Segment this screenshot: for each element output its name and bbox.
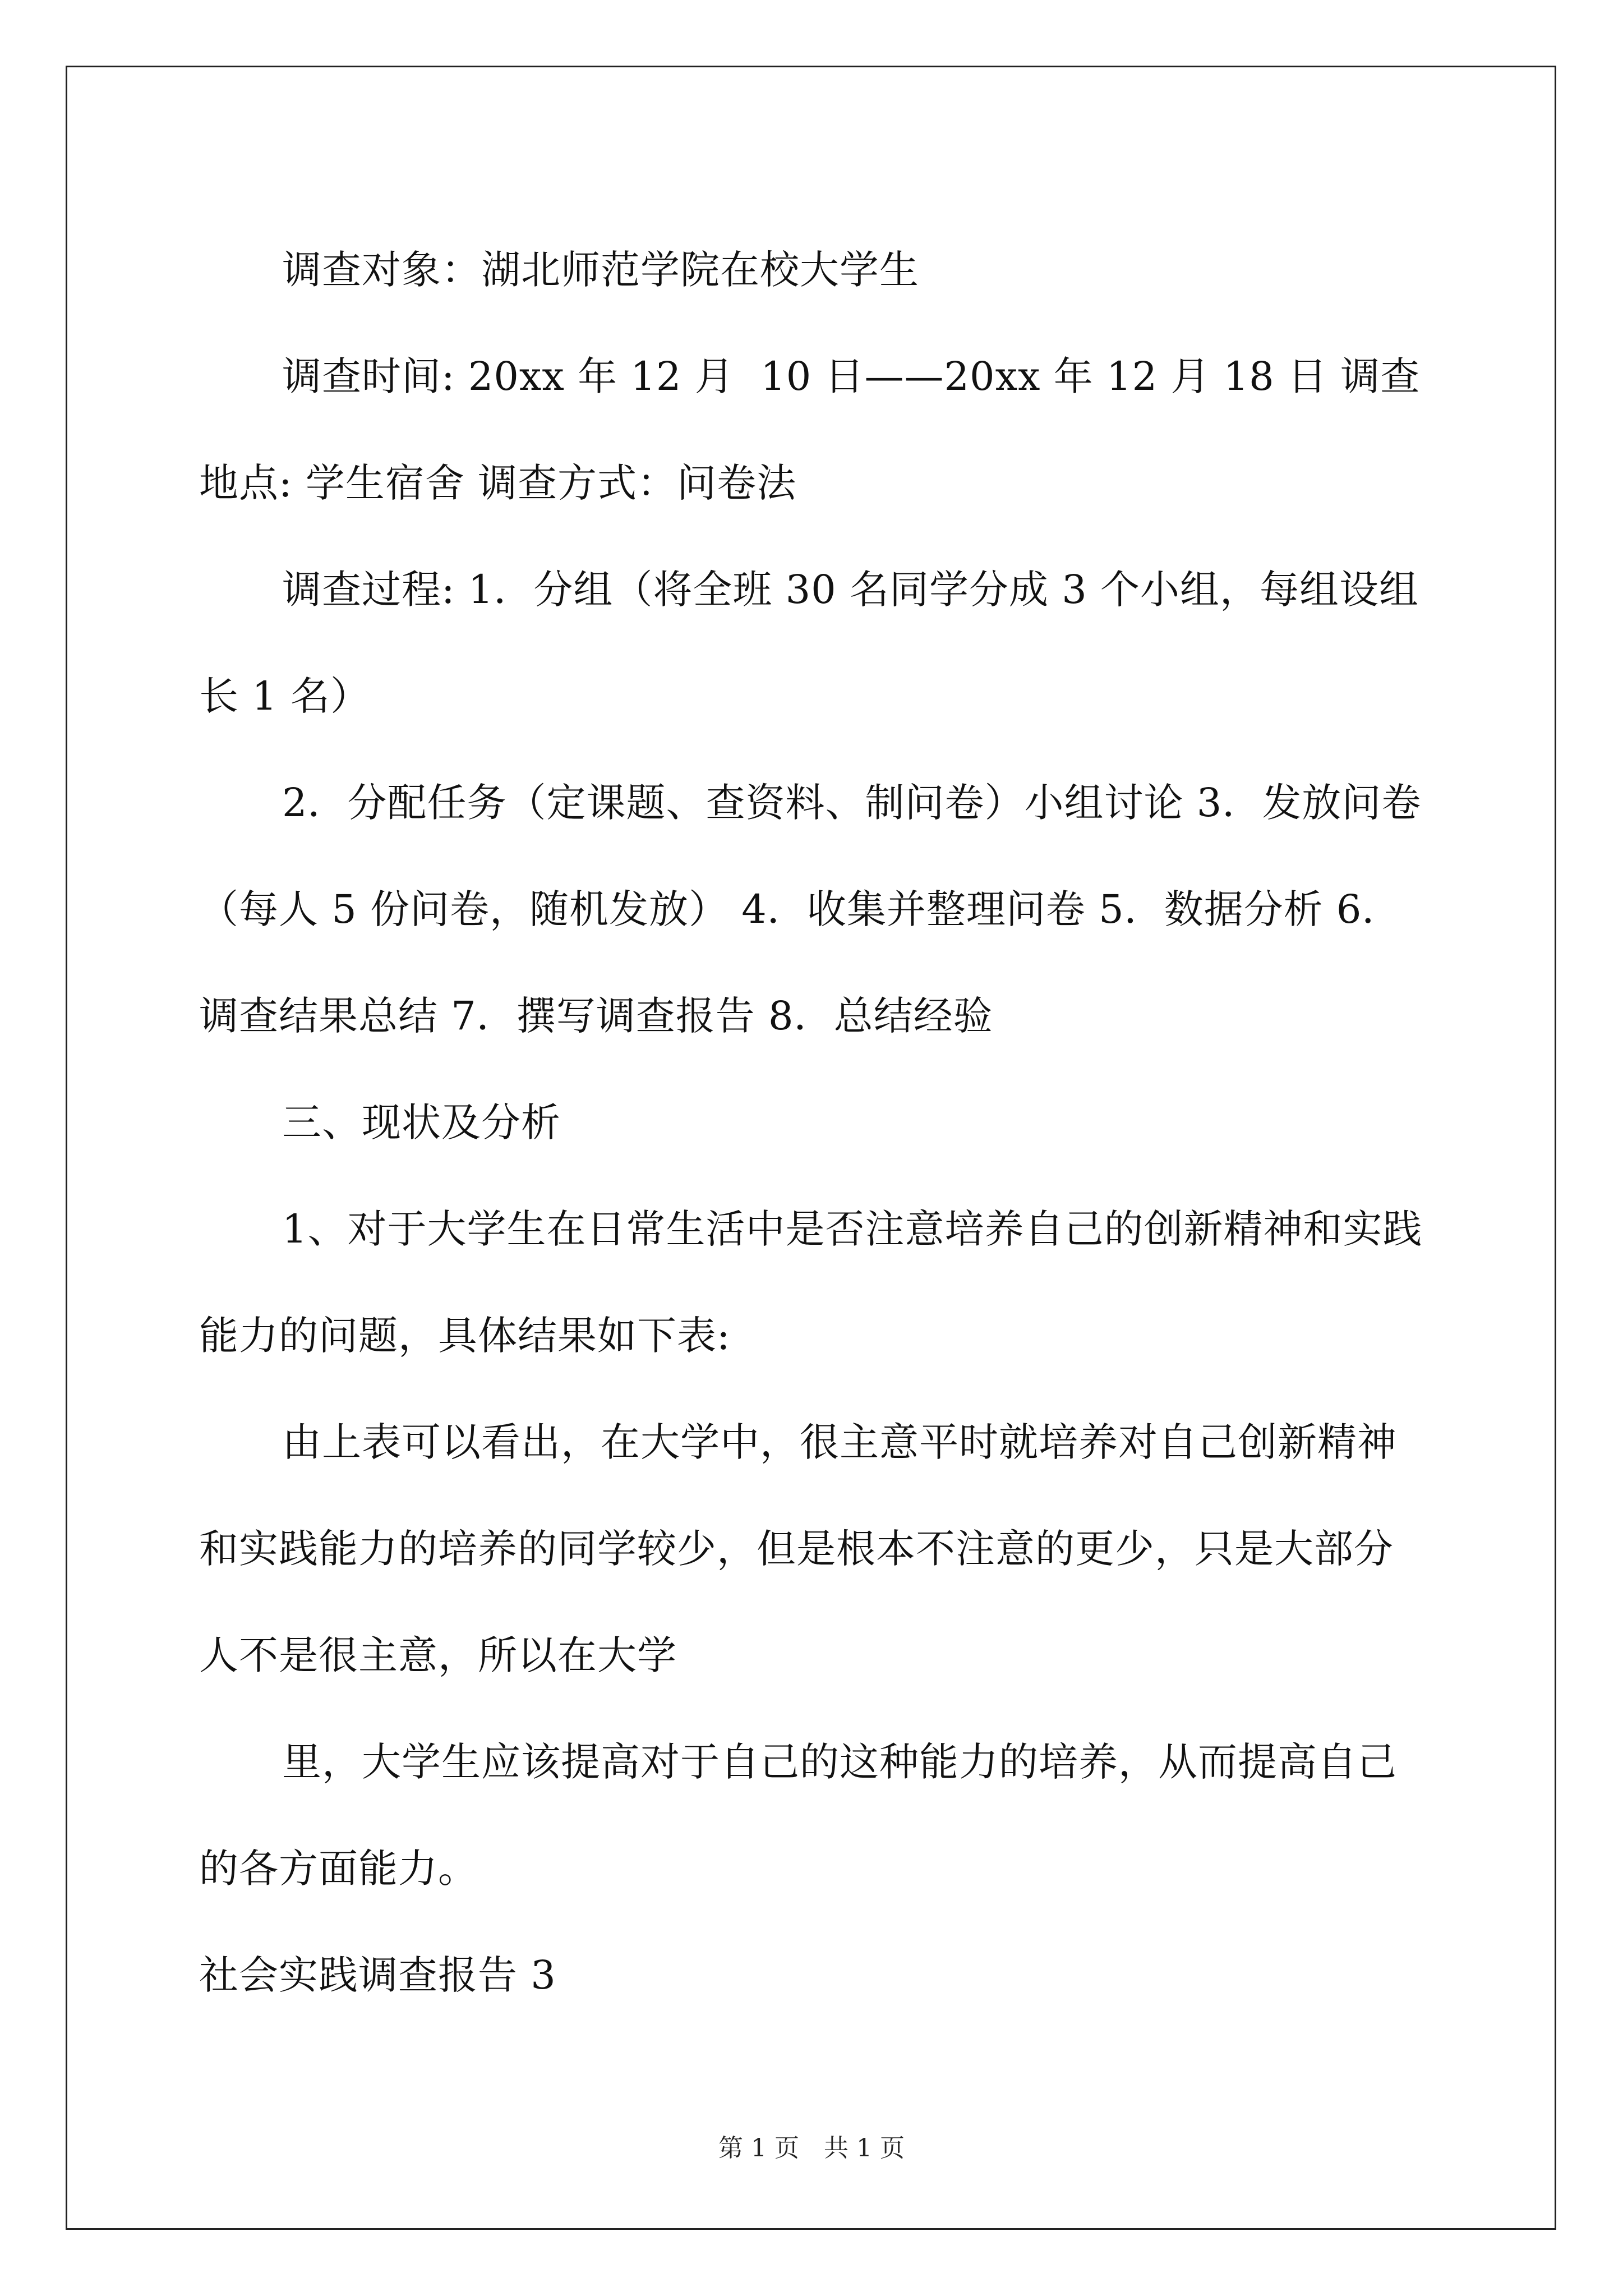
page-footer: 第 1 页 共 1 页 <box>718 2134 905 2162</box>
section-heading-status-analysis: 三、现状及分析 <box>282 1099 561 1145</box>
paragraph-task-steps: 2．分配任务（定课题、查资料、制问卷）小组讨论 3．发放问卷（每人 5 份问卷，随机发放） 4．收集并整理问卷 5．数据分析 6．调查结果总结 7．撰写调查报告 8．总结经验 <box>199 780 1422 1039</box>
document-body <box>199 217 1433 2028</box>
paragraph-survey-time-place: 调查时间: 20xx 年 12 月 10 日——20xx 年 12 月 18 日 调查地点: 学生宿舍 调查方式：问卷法 <box>199 353 1421 506</box>
paragraph-question-1: 1、对于大学生在日常生活中是否注意培养自己的创新精神和实践能力的问题，具体结果如下表: <box>199 1206 1423 1359</box>
next-report-title: 社会实践调查报告 3 <box>199 1952 556 1998</box>
paragraph-table-conclusion: 由上表可以看出，在大学中，很主意平时就培养对自己创新精神和实践能力的培养的同学较少，但是根本不注意的更少，只是大部分人不是很主意，所以在大学 <box>199 1419 1397 1678</box>
paragraph-recommendation: 里，大学生应该提高对于自己的这种能力的培养，从而提高自己的各方面能力。 <box>199 1739 1397 1892</box>
paragraph-survey-subject: 调查对象：湖北师范学院在校大学生 <box>282 247 919 293</box>
paragraph-survey-process: 调查过程: 1．分组（将全班 30 名同学分成 3 个小组，每组设组长 1 名） <box>199 567 1419 719</box>
